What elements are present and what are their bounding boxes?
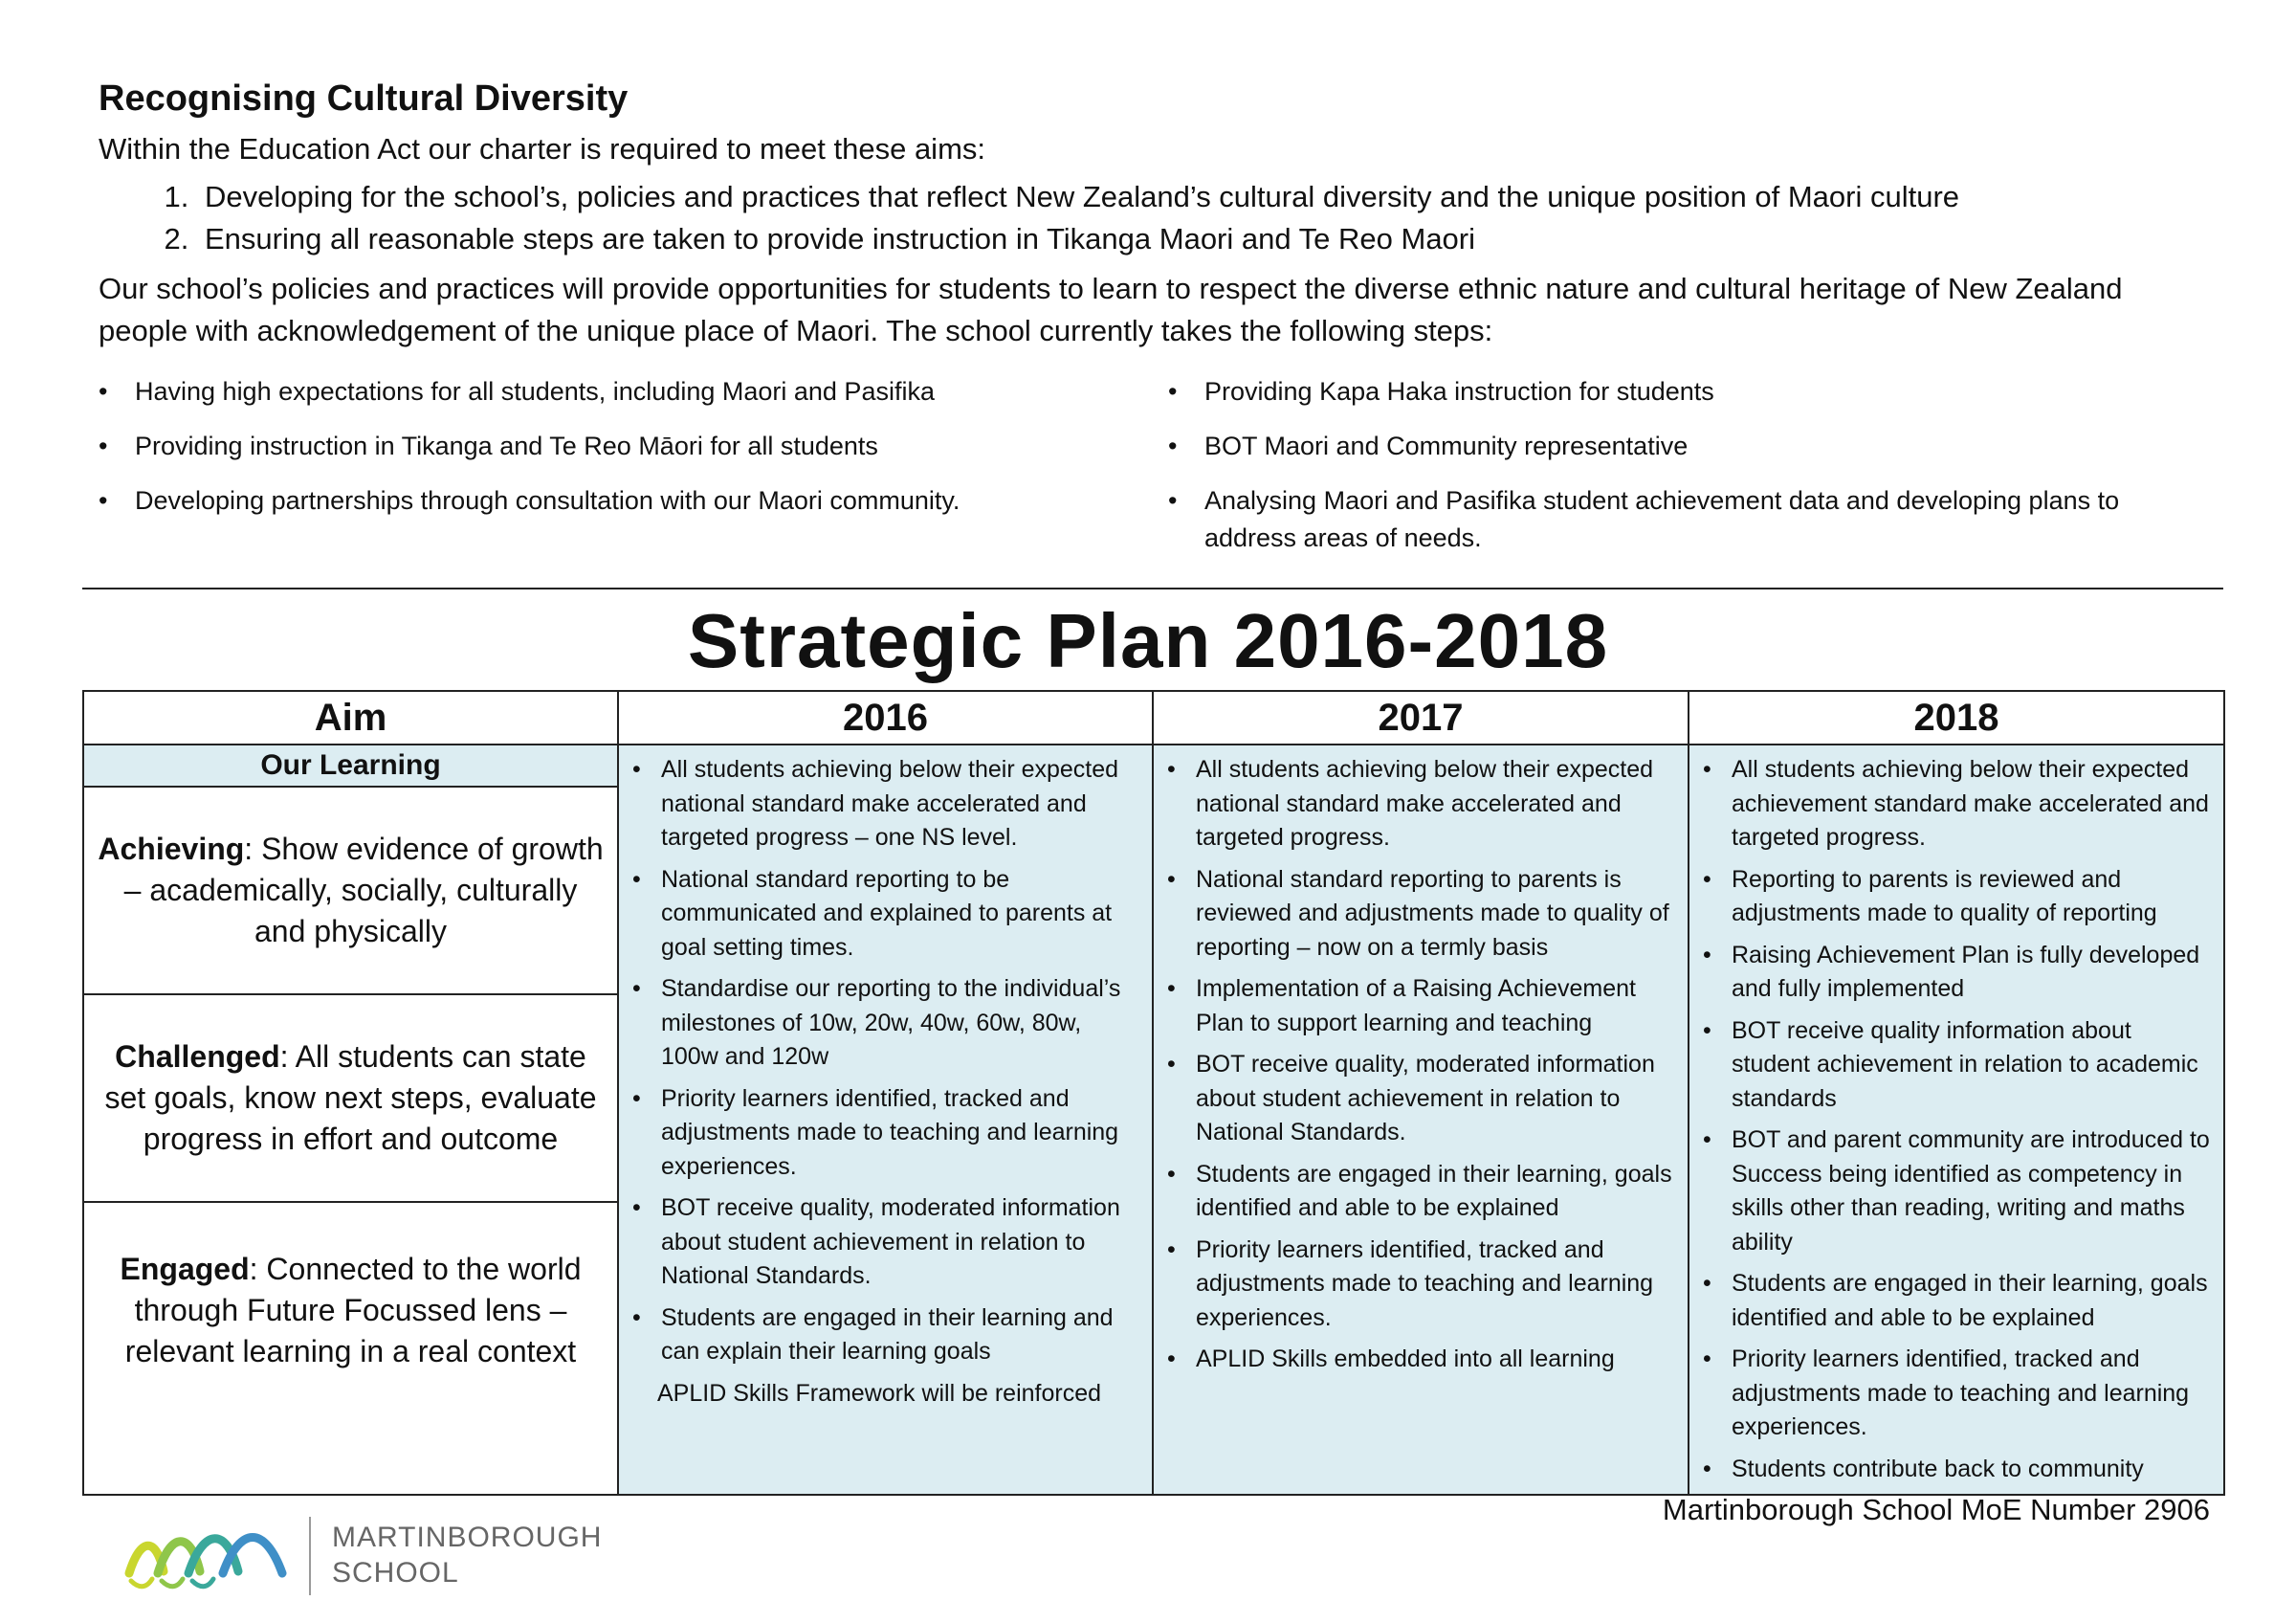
logo-line-2: SCHOOL — [332, 1557, 459, 1589]
step-item: • BOT Maori and Community representative — [1168, 428, 2203, 464]
list-item: • Students are engaged in their learning, goals identified and able to be explained — [1161, 1158, 1680, 1226]
steps-left-column — [99, 373, 1168, 574]
year-2017-cell — [1153, 745, 1689, 1495]
aim-heading: Our Learning — [84, 745, 617, 788]
section-divider — [82, 588, 2223, 589]
step-item: • Developing partnerships through consultation with our Maori community. — [99, 482, 1168, 519]
aim-engaged — [84, 1203, 617, 1490]
step-item: • Providing instruction in Tikanga and Te Reo Māori for all students — [99, 428, 1168, 464]
moe-number: Martinborough School MoE Number 2906 — [1662, 1493, 2210, 1526]
aim-item: 1. Developing for the school’s, policies and practices that reflect New Zealand’s cultural diversity and the unique position of Maori culture — [197, 176, 2203, 218]
strategic-plan-table — [82, 690, 2225, 1496]
aim-label: Engaged — [120, 1252, 250, 1286]
school-logo — [120, 1517, 602, 1595]
steps-list — [99, 373, 2203, 574]
year-2018-cell — [1689, 745, 2224, 1495]
logo-text — [332, 1521, 602, 1590]
aim-challenged — [84, 995, 617, 1203]
header-2018: 2018 — [1689, 691, 2224, 745]
list-item: • Priority learners identified, tracked and adjustments made to teaching and learning experiences. — [1161, 1234, 1680, 1336]
goals-2018-list — [1697, 753, 2216, 1486]
aim-text: : Show evidence of growth – academically, socially, culturally and physically — [123, 831, 604, 949]
list-item: • All students achieving below their expected achievement standard make accelerated and targeted progress. — [1697, 753, 2216, 856]
table-header-row — [83, 691, 2224, 745]
aim-label: Achieving — [98, 831, 245, 866]
header-2017: 2017 — [1153, 691, 1689, 745]
step-item: • Providing Kapa Haka instruction for students — [1168, 373, 2203, 410]
goals-2017-list — [1161, 753, 1680, 1377]
list-item: • Students are engaged in their learning and can explain their learning goals — [627, 1301, 1144, 1369]
list-item: • Priority learners identified, tracked and adjustments made to teaching and learning experiences. — [627, 1082, 1144, 1185]
step-item: • Analysing Maori and Pasifika student achievement data and developing plans to address areas of needs. — [1168, 482, 2203, 556]
list-item: • All students achieving below their expected national standard make accelerated and targeted progress. — [1161, 753, 1680, 856]
cultural-diversity-section — [99, 77, 2203, 574]
logo-divider — [309, 1517, 311, 1595]
list-item: • Reporting to parents is reviewed and adjustments made to quality of reporting — [1697, 863, 2216, 931]
list-item: • Students contribute back to community — [1697, 1453, 2216, 1487]
section-heading: Recognising Cultural Diversity — [99, 78, 629, 119]
aim-item: 2. Ensuring all reasonable steps are taken to provide instruction in Tikanga Maori and Te Reo Maori — [197, 218, 2203, 260]
list-item: • BOT receive quality, moderated information about student achievement in relation to National Standards. — [627, 1191, 1144, 1294]
list-item: • APLID Skills embedded into all learning — [1161, 1343, 1680, 1377]
steps-right-column — [1168, 373, 2203, 574]
aim-text: : All students can state set goals, know next steps, evaluate progress in effort and outcome — [104, 1038, 597, 1157]
table-row — [83, 745, 2224, 1495]
year-2016-cell — [618, 745, 1153, 1495]
logo-line-1: MARTINBOROUGH — [332, 1522, 603, 1554]
list-item: • Priority learners identified, tracked and adjustments made to teaching and learning experiences. — [1697, 1343, 2216, 1445]
header-2016: 2016 — [618, 691, 1153, 745]
list-item: • Implementation of a Raising Achievement Plan to support learning and teaching — [1161, 972, 1680, 1040]
list-item: • BOT and parent community are introduced to Success being identified as competency in skills other than reading, writing and maths ability — [1697, 1123, 2216, 1259]
policy-text: Our school’s policies and practices will provide opportunities for students to learn to respect the diverse ethnic nature and cultural heritage of New Zealand people with acknowledgement of the unique place of Maori. The school currently takes the following steps: — [99, 271, 2123, 347]
list-item: • Raising Achievement Plan is fully developed and fully implemented — [1697, 939, 2216, 1007]
page-title: Strategic Plan 2016-2018 — [687, 598, 1609, 683]
intro-text: Within the Education Act our charter is required to meet these aims: — [99, 131, 986, 166]
list-item: • All students achieving below their expected national standard make accelerated and targeted progress – one NS level. — [627, 753, 1144, 856]
list-item: • BOT receive quality, moderated information about student achievement in relation to National Standards. — [1161, 1048, 1680, 1150]
aim-label: Challenged — [115, 1038, 280, 1074]
aim-achieving — [84, 788, 617, 995]
list-item: • Standardise our reporting to the individual’s milestones of 10w, 20w, 40w, 60w, 80w, 100w and 120w — [627, 972, 1144, 1075]
aims-list — [99, 176, 2203, 260]
list-item: • National standard reporting to parents is reviewed and adjustments made to quality of reporting – now on a termly basis — [1161, 863, 1680, 966]
header-aim: Aim — [83, 691, 618, 745]
wave-logo-icon — [120, 1518, 292, 1594]
list-item: • National standard reporting to be communicated and explained to parents at goal setting times. — [627, 863, 1144, 966]
goals-2016-list — [627, 753, 1144, 1369]
list-item: • Students are engaged in their learning, goals identified and able to be explained — [1697, 1267, 2216, 1335]
list-item: • BOT receive quality information about student achievement in relation to academic standards — [1697, 1014, 2216, 1117]
aim-cell — [83, 745, 618, 1495]
goal-note: APLID Skills Framework will be reinforced — [657, 1379, 1102, 1407]
step-item: • Having high expectations for all students, including Maori and Pasifika — [99, 373, 1168, 410]
aim-text: : Connected to the world through Future Focussed lens – relevant learning in a real context — [124, 1252, 582, 1369]
